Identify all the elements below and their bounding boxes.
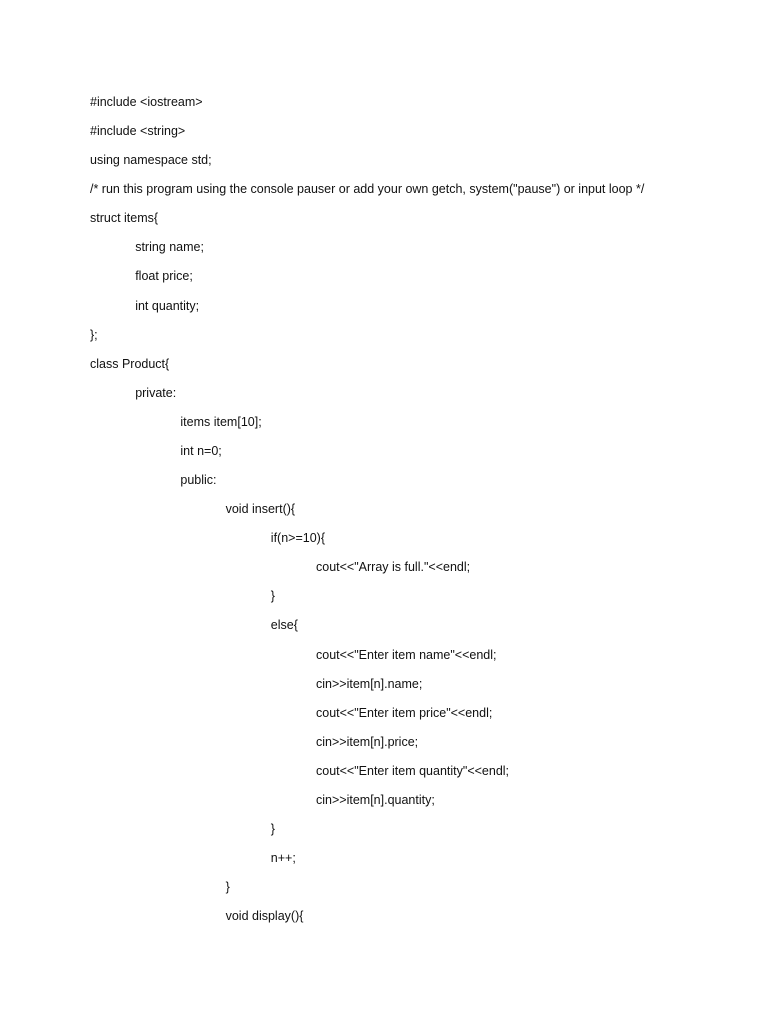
code-line: cout<<"Enter item quantity"<<endl; <box>316 763 510 778</box>
code-line: else{ <box>270 618 298 633</box>
code-line: private: <box>135 385 177 400</box>
code-line: items item[10]; <box>180 414 262 429</box>
code-line: #include <iostream> <box>90 95 203 109</box>
code-line: n++; <box>270 851 296 866</box>
code-line: } <box>225 880 230 895</box>
code-line: cout<<"Enter item price"<<endl; <box>316 705 493 720</box>
code-line: cout<<"Enter item name"<<endl; <box>316 647 497 662</box>
code-line: int n=0; <box>180 443 222 458</box>
code-line: cin>>item[n].price; <box>316 734 419 749</box>
code-line: } <box>270 589 275 604</box>
code-line: using namespace std; <box>90 153 212 168</box>
code-line: void display(){ <box>225 909 304 924</box>
code-line: void insert(){ <box>225 502 296 517</box>
code-line: int quantity; <box>135 298 200 313</box>
code-line: #include <string> <box>90 124 186 139</box>
code-line: /* run this program using the console pauser or add your own getch, system("pause") or input loop */ <box>90 182 645 197</box>
code-line: string name; <box>135 240 204 255</box>
code-line: } <box>270 822 275 836</box>
code-line: struct items{ <box>90 211 159 226</box>
code-line: }; <box>90 327 98 342</box>
code-line: cin>>item[n].name; <box>316 676 423 691</box>
code-line: cin>>item[n].quantity; <box>316 792 435 807</box>
code-line: float price; <box>135 269 193 284</box>
code-line: if(n>=10){ <box>270 531 326 546</box>
code-line: public: <box>180 473 217 488</box>
code-line: class Product{ <box>90 356 170 371</box>
code-line: cout<<"Array is full."<<endl; <box>316 560 471 575</box>
